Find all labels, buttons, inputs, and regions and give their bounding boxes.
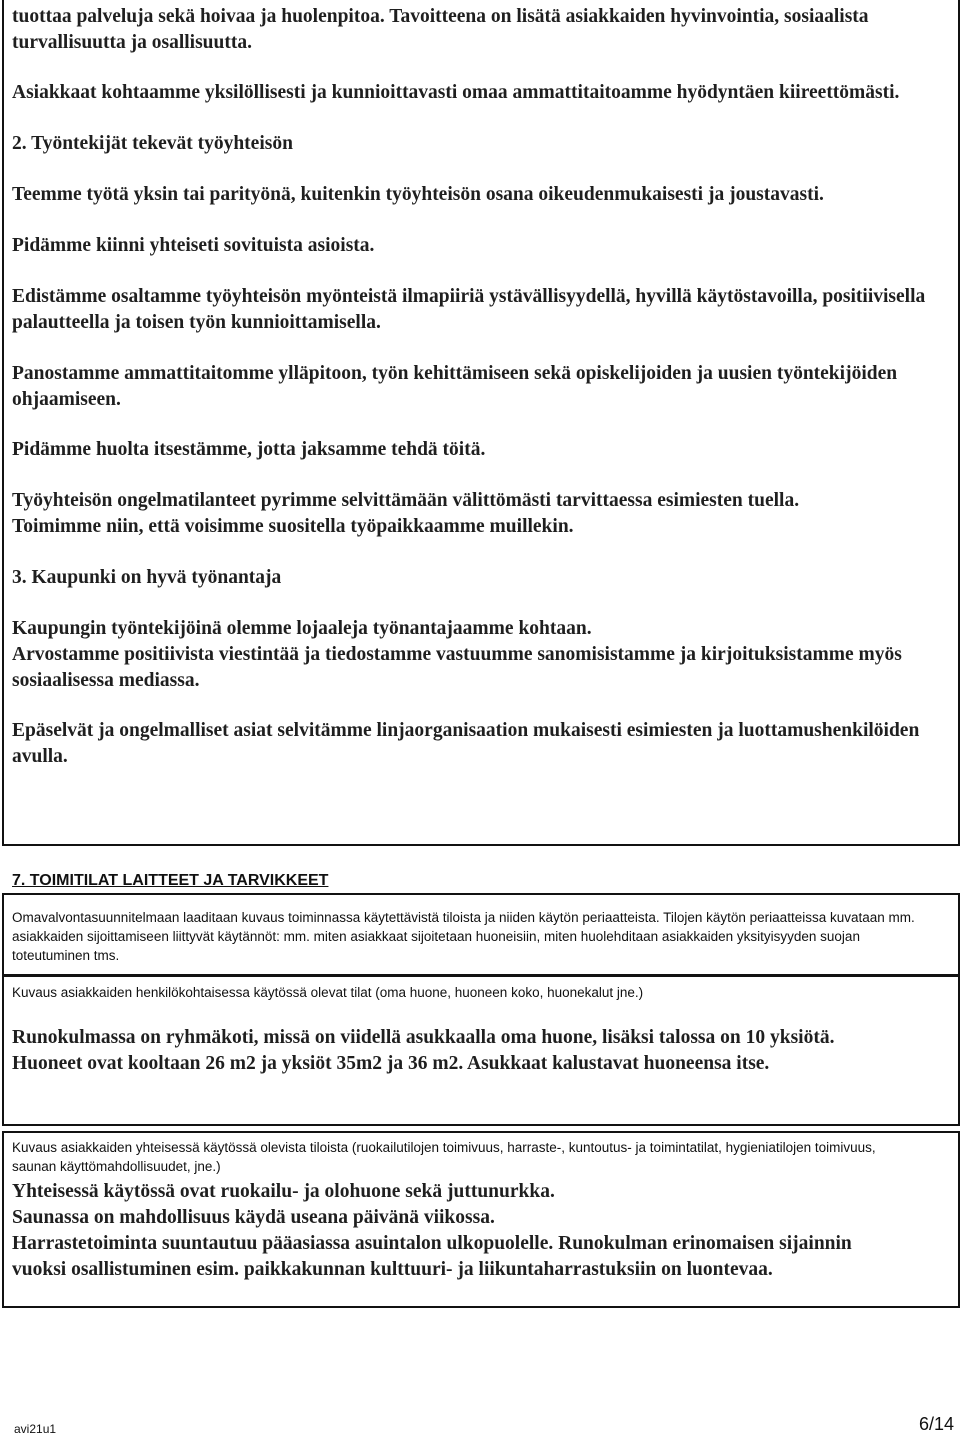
answer-line: Harrastetoiminta suuntautuu pääasiassa asuintalon ulkopuolelle. Runokulman erinomaisen sijainnin vuoksi osallistuminen esim. paikkakunnan kulttuuri- ja liikuntaharrastuksiin on luontevaa. [12,1233,852,1280]
answer-line: Huoneet ovat kooltaan 26 m2 ja yksiöt 35m2 ja 36 m2. Asukkaat kalustavat huoneensa itse. [12,1053,770,1074]
paragraph: Panostamme ammattitaitomme ylläpitoon, työn kehittämiseen sekä opiskelijoiden ja uusien työntekijöiden ohjaamiseen. [12,363,898,410]
paragraph: Pidämme huolta itsestämme, jotta jaksamme tehdä töitä. [12,439,486,460]
document-code: avi21u1 [14,1422,57,1436]
answer-line: Yhteisessä käytössä ovat ruokailu- ja olohuone sekä juttunurkka. [12,1181,555,1202]
paragraph: Asiakkaat kohtaamme yksilöllisesti ja kunnioittavasti omaa ammattitaitoamme hyödyntäen kiireettömästi. [12,82,900,103]
paragraph: Toimimme niin, että voisimme suositella työpaikkaamme muillekin. [12,516,574,537]
private-spaces-answer [12,1025,947,1077]
paragraph: Kaupungin työntekijöinä olemme lojaaleja työnantajaamme kohtaan. [12,618,592,639]
shared-spaces-answer [12,1179,892,1283]
section-heading: 7. TOIMITILAT LAITTEET JA TARVIKKEET [12,872,329,889]
paragraph: Työyhteisön ongelmatilanteet pyrimme selvittämään välittömästi tarvittaessa esimiesten tuella. [12,490,800,511]
page-number: 6/14 [918,1414,954,1434]
intro-text: Omavalvontasuunnitelmaan laaditaan kuvaus toiminnassa käytettävistä tiloista ja niiden käytön periaatteista. Tilojen käytön periaatteissa kuvataan mm. asiakkaiden sijoittamiseen liittyvät käytännöt: mm. miten asiakkaat sijoitetaan huoneisiin, miten huolehditaan asiakkaiden yksityisyyden suojan toteutuminen tms. [12,910,915,963]
subheading: 2. Työntekijät tekevät työyhteisön [12,133,293,154]
paragraph: Epäselvät ja ongelmalliset asiat selvitämme linjaorganisaation mukaisesti esimiesten ja luottamushenkilöiden avulla. [12,720,920,767]
answer-line: Runokulmassa on ryhmäkoti, missä on viidellä asukkaalla oma huone, lisäksi talossa on 10 yksiötä. [12,1027,835,1048]
paragraph: Arvostamme positiivista viestintää ja tiedostamme vastuumme sanomisistamme ja kirjoituksistamme myös sosiaalisessa mediassa. [12,644,902,691]
paragraph: tuottaa palveluja sekä hoivaa ja huolenpitoa. Tavoitteena on lisätä asiakkaiden hyvinvointia, sosiaalista turvallisuutta ja osallisuutta. [12,6,869,53]
subheading: 3. Kaupunki on hyvä työnantaja [12,567,282,588]
answer-line: Saunassa on mahdollisuus käydä useana päivänä viikossa. [12,1207,495,1228]
private-spaces-label: Kuvaus asiakkaiden henkilökohtaisessa käytössä olevat tilat (oma huone, huoneen koko, huonekalut jne.) [12,985,644,1000]
paragraph: Edistämme osaltamme työyhteisön myönteistä ilmapiiriä ystävällisyydellä, hyvillä käytöstavoilla, positiivisella palautteella ja toisen työn kunnioittamisella. [12,286,926,333]
paragraph: Pidämme kiinni yhteiseti sovituista asioista. [12,235,375,256]
values-section [12,4,942,770]
shared-spaces-label: Kuvaus asiakkaiden yhteisessä käytössä olevista tiloista (ruokailutilojen toimivuus, harraste-, kuntoutus- ja toimintatilat, hygieniatilojen toimivuus, saunan käyttömahdollisuudet, jne.) [12,1140,876,1174]
paragraph: Teemme työtä yksin tai parityönä, kuitenkin työyhteisön osana oikeudenmukaisesti ja joustavasti. [12,184,824,205]
